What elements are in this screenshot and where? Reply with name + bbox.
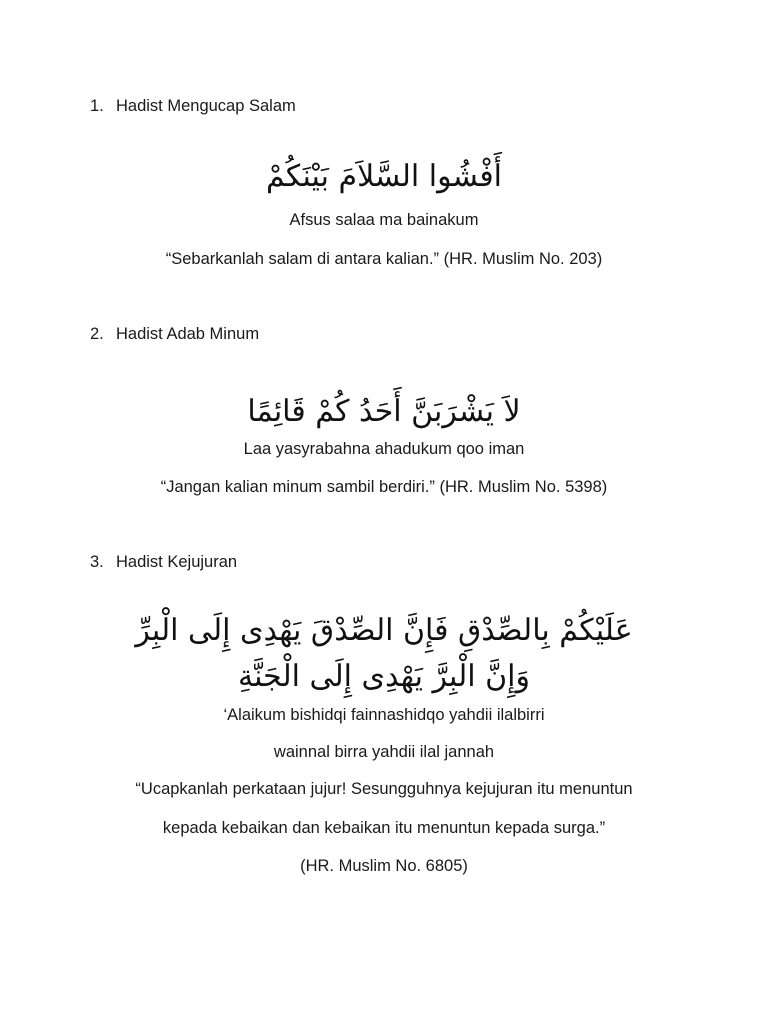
section-3-number: 3. bbox=[90, 553, 104, 571]
section-1-heading bbox=[90, 96, 296, 116]
section-3-transliteration-line-1: ‘Alaikum bishidqi fainnashidqo yahdii ilalbirri bbox=[223, 706, 545, 724]
section-3-arabic-line-2: وَإِنَّ الْبِرَّ يَهْدِى إِلَى الْجَنَّةِ bbox=[238, 659, 530, 694]
section-3-reference: (HR. Muslim No. 6805) bbox=[300, 857, 468, 875]
section-2-title: Hadist Adab Minum bbox=[116, 325, 260, 343]
section-3-translation-line-1: “Ucapkanlah perkataan jujur! Sesungguhnya kejujuran itu menuntun bbox=[135, 780, 633, 798]
section-3-heading bbox=[90, 552, 237, 572]
section-3-transliteration-line-2: wainnal birra yahdii ilal jannah bbox=[273, 743, 495, 761]
section-1-number: 1. bbox=[90, 97, 104, 115]
section-1-title: Hadist Mengucap Salam bbox=[116, 97, 296, 115]
section-2-arabic: لاَ يَشْرَبَنَّ أَحَدُ كُمْ قَائِمًا bbox=[247, 394, 521, 429]
section-2-number: 2. bbox=[90, 325, 104, 343]
section-3-title: Hadist Kejujuran bbox=[116, 553, 238, 571]
section-1-translation: “Sebarkanlah salam di antara kalian.” (HR. Muslim No. 203) bbox=[165, 250, 603, 268]
section-3-arabic-line-1: عَلَيْكُمْ بِالصِّدْقِ فَإِنَّ الصِّدْقَ يَهْدِى إِلَى الْبِرِّ bbox=[135, 613, 633, 648]
section-1-transliteration: Afsus salaa ma bainakum bbox=[289, 211, 479, 229]
section-3-translation-line-2: kepada kebaikan dan kebaikan itu menuntun kepada surga.” bbox=[162, 819, 606, 837]
section-1-arabic: أَفْشُوا السَّلاَمَ بَيْنَكُمْ bbox=[265, 159, 503, 194]
section-2-translation: “Jangan kalian minum sambil berdiri.” (HR. Muslim No. 5398) bbox=[160, 478, 608, 496]
section-2-transliteration: Laa yasyrabahna ahadukum qoo iman bbox=[243, 440, 525, 458]
section-2-heading bbox=[90, 324, 259, 344]
